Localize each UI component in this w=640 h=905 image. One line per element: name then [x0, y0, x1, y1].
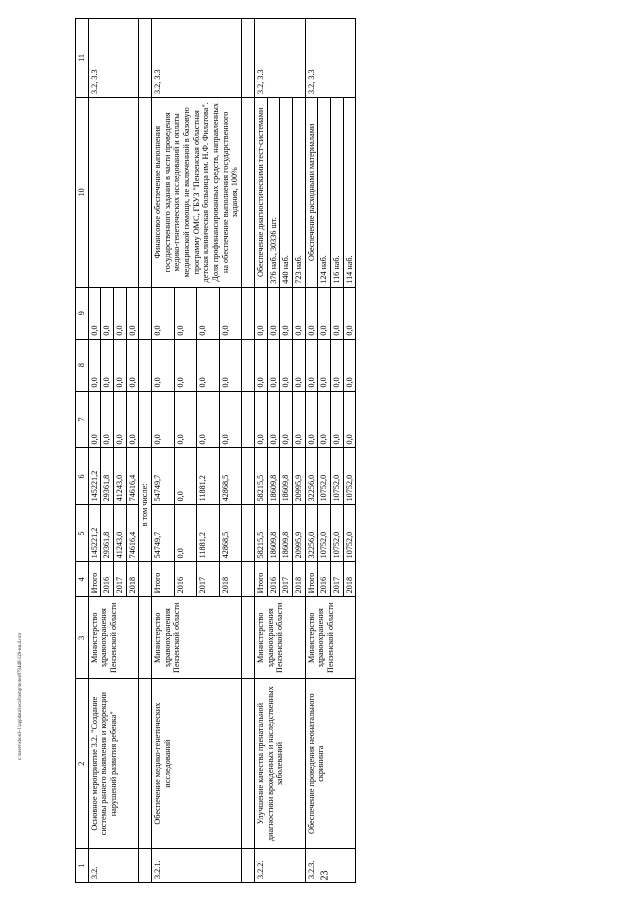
value-cell: 0,0: [343, 287, 356, 339]
value-cell: 0,0: [174, 391, 197, 448]
value-cell: 0,0: [114, 391, 127, 448]
header-cell: 10: [76, 97, 89, 287]
indicator-ref: 3.2, 3.3: [88, 19, 139, 98]
measure-number: 3.2.3.: [305, 849, 356, 883]
value-cell: 0,0: [219, 339, 242, 391]
value-cell: 0,0: [174, 505, 197, 562]
value-cell: 0,0: [331, 287, 344, 339]
value-cell: 0,0: [318, 391, 331, 448]
year-cell: 2016: [318, 562, 331, 597]
result-value: 124 наб.: [318, 97, 331, 287]
year-cell: 2016: [174, 562, 197, 597]
value-cell: 42868,5: [219, 505, 242, 562]
value-cell: 41243,0: [114, 505, 127, 562]
value-cell: 0,0: [219, 287, 242, 339]
header-row: [76, 19, 89, 883]
measure-number: 3.2.1.: [152, 849, 242, 883]
value-cell: 0,0: [280, 287, 293, 339]
value-cell: 0,0: [197, 339, 220, 391]
executor: Министерство здравоохранения Пензенской области: [255, 597, 306, 679]
value-cell: 0,0: [305, 391, 318, 448]
value-cell: 58215,5: [255, 448, 268, 505]
value-cell: 0,0: [280, 391, 293, 448]
value-cell: 0,0: [197, 287, 220, 339]
value-cell: 29361,8: [101, 448, 114, 505]
value-cell: 0,0: [88, 287, 101, 339]
value-cell: 0,0: [101, 339, 114, 391]
result-value: 723 наб.: [293, 97, 306, 287]
result-heading: Обеспечение диагностическими тест-системами: [255, 97, 268, 287]
value-cell: 32256,0: [305, 505, 318, 562]
executor: Министерство здравоохранения Пензенской области: [305, 597, 356, 679]
header-cell: 2: [76, 679, 89, 849]
value-cell: 0,0: [280, 339, 293, 391]
value-cell: 0,0: [101, 391, 114, 448]
result-cell: [88, 97, 139, 287]
value-cell: 10752,0: [331, 505, 344, 562]
value-cell: 0,0: [267, 287, 280, 339]
value-cell: 0,0: [255, 287, 268, 339]
value-cell: 0,0: [331, 339, 344, 391]
indicator-ref: 3.2, 3.3: [255, 19, 306, 98]
value-cell: 10752,0: [318, 448, 331, 505]
value-cell: 11881,2: [197, 448, 220, 505]
header-cell: 6: [76, 448, 89, 505]
value-cell: 10752,0: [318, 505, 331, 562]
value-cell: 0,0: [114, 339, 127, 391]
header-cell: 5: [76, 505, 89, 562]
value-cell: 58215,5: [255, 505, 268, 562]
value-cell: 0,0: [152, 391, 175, 448]
value-cell: 0,0: [88, 339, 101, 391]
year-cell: 2018: [293, 562, 306, 597]
subheading-row: [139, 19, 152, 883]
year-cell: Итого: [152, 562, 175, 597]
value-cell: 74616,4: [126, 448, 139, 505]
value-cell: 145221,2: [88, 505, 101, 562]
value-cell: 0,0: [197, 391, 220, 448]
value-cell: 54749,7: [152, 448, 175, 505]
measure-title: Улучшение качества пренатальной диагностики врожденных и наследственных заболеваний: [255, 679, 306, 849]
value-cell: 0,0: [293, 287, 306, 339]
value-cell: 0,0: [318, 339, 331, 391]
value-cell: 0,0: [293, 391, 306, 448]
header-cell: 4: [76, 562, 89, 597]
year-cell: 2016: [101, 562, 114, 597]
result-heading: Обеспечение расходными материалами: [305, 97, 318, 287]
year-cell: 2018: [219, 562, 242, 597]
value-cell: 0,0: [255, 339, 268, 391]
measure-number: 3.2.: [88, 849, 139, 883]
value-cell: 10752,0: [331, 448, 344, 505]
value-cell: 0,0: [293, 339, 306, 391]
value-cell: 18609,8: [267, 505, 280, 562]
value-cell: 0,0: [267, 339, 280, 391]
value-cell: 29361,8: [101, 505, 114, 562]
year-cell: Итого: [305, 562, 318, 597]
program-measures-table: [75, 18, 356, 883]
value-cell: 0,0: [88, 391, 101, 448]
table-row: [305, 19, 318, 883]
value-cell: 0,0: [126, 287, 139, 339]
value-cell: 11881,2: [197, 505, 220, 562]
value-cell: 42868,5: [219, 448, 242, 505]
measure-title: Обеспечение медико-генетических исследований: [152, 679, 242, 849]
year-cell: 2016: [267, 562, 280, 597]
spacer-row: [242, 19, 255, 883]
header-cell: 3: [76, 597, 89, 679]
measure-title: Основное мероприятие 3.2. "Создание системы раннего выявления и коррекции нарушений развития ребенка": [88, 679, 139, 849]
result-value: 376 наб., 30336 шт.: [267, 97, 280, 287]
value-cell: 0,0: [267, 391, 280, 448]
result-value: 114 наб.: [343, 97, 356, 287]
value-cell: 18609,8: [267, 448, 280, 505]
table-row: [255, 19, 268, 883]
table-row: [88, 19, 101, 883]
value-cell: 0,0: [343, 391, 356, 448]
header-cell: 7: [76, 391, 89, 448]
measure-number: 3.2.2.: [255, 849, 306, 883]
value-cell: 0,0: [126, 391, 139, 448]
year-cell: 2017: [197, 562, 220, 597]
indicator-ref: 3.2, 3.3: [305, 19, 356, 98]
value-cell: 0,0: [343, 339, 356, 391]
year-cell: Итого: [255, 562, 268, 597]
year-cell: 2017: [280, 562, 293, 597]
value-cell: 0,0: [174, 448, 197, 505]
value-cell: 0,0: [255, 391, 268, 448]
header-cell: 9: [76, 287, 89, 339]
value-cell: 0,0: [152, 339, 175, 391]
executor: Министерство здравоохранения Пензенской области: [88, 597, 139, 679]
value-cell: 0,0: [126, 339, 139, 391]
year-cell: Итого: [88, 562, 101, 597]
value-cell: 41243,0: [114, 448, 127, 505]
page-number: 23: [319, 870, 331, 881]
value-cell: 0,0: [174, 339, 197, 391]
value-cell: 145221,2: [88, 448, 101, 505]
header-cell: 1: [76, 849, 89, 883]
year-cell: 2017: [114, 562, 127, 597]
result-cell: Финансовое обеспечение выполнения государственного задания в части проведения медико-генетических исследований и оплаты медицинской помощи, не включенной в базовую программу ОМС, ГБУЗ "Пензенская областная детская клиническая больница им. Н.Ф. Филатова". Доля профинансированных средств, направленных на обеспечение выполнения государственного задания, 100%: [152, 97, 242, 287]
header-cell: 11: [76, 19, 89, 98]
value-cell: 0,0: [101, 287, 114, 339]
value-cell: 20995,9: [293, 505, 306, 562]
value-cell: 0,0: [318, 287, 331, 339]
value-cell: 0,0: [174, 287, 197, 339]
header-cell: 8: [76, 339, 89, 391]
value-cell: 0,0: [152, 287, 175, 339]
year-cell: 2018: [343, 562, 356, 597]
result-value: 116 наб.: [331, 97, 344, 287]
value-cell: 0,0: [305, 287, 318, 339]
executor: Министерство здравоохранения Пензенской области: [152, 597, 242, 679]
value-cell: 74616,4: [126, 505, 139, 562]
value-cell: 18609,8: [280, 505, 293, 562]
table-row: [152, 19, 175, 883]
value-cell: 0,0: [114, 287, 127, 339]
value-cell: 10752,0: [343, 448, 356, 505]
year-cell: 2018: [126, 562, 139, 597]
value-cell: 0,0: [331, 391, 344, 448]
value-cell: 0,0: [305, 339, 318, 391]
year-cell: 2017: [331, 562, 344, 597]
indicator-ref: 3.2, 3.3: [152, 19, 242, 98]
result-value: 440 наб.: [280, 97, 293, 287]
value-cell: 32256,0: [305, 448, 318, 505]
value-cell: 0,0: [219, 391, 242, 448]
value-cell: 20995,9: [293, 448, 306, 505]
value-cell: 10752,0: [343, 505, 356, 562]
measure-title: Обеспечение проведения неонатального скрининга: [305, 679, 356, 849]
including-label: в том числе:: [139, 448, 152, 562]
value-cell: 54749,7: [152, 505, 175, 562]
value-cell: 18609,8: [280, 448, 293, 505]
file-path-footer: c:\users\sbord~1\appdata\local\temp\notes879446\129-ии.d.ocx: [18, 632, 23, 760]
